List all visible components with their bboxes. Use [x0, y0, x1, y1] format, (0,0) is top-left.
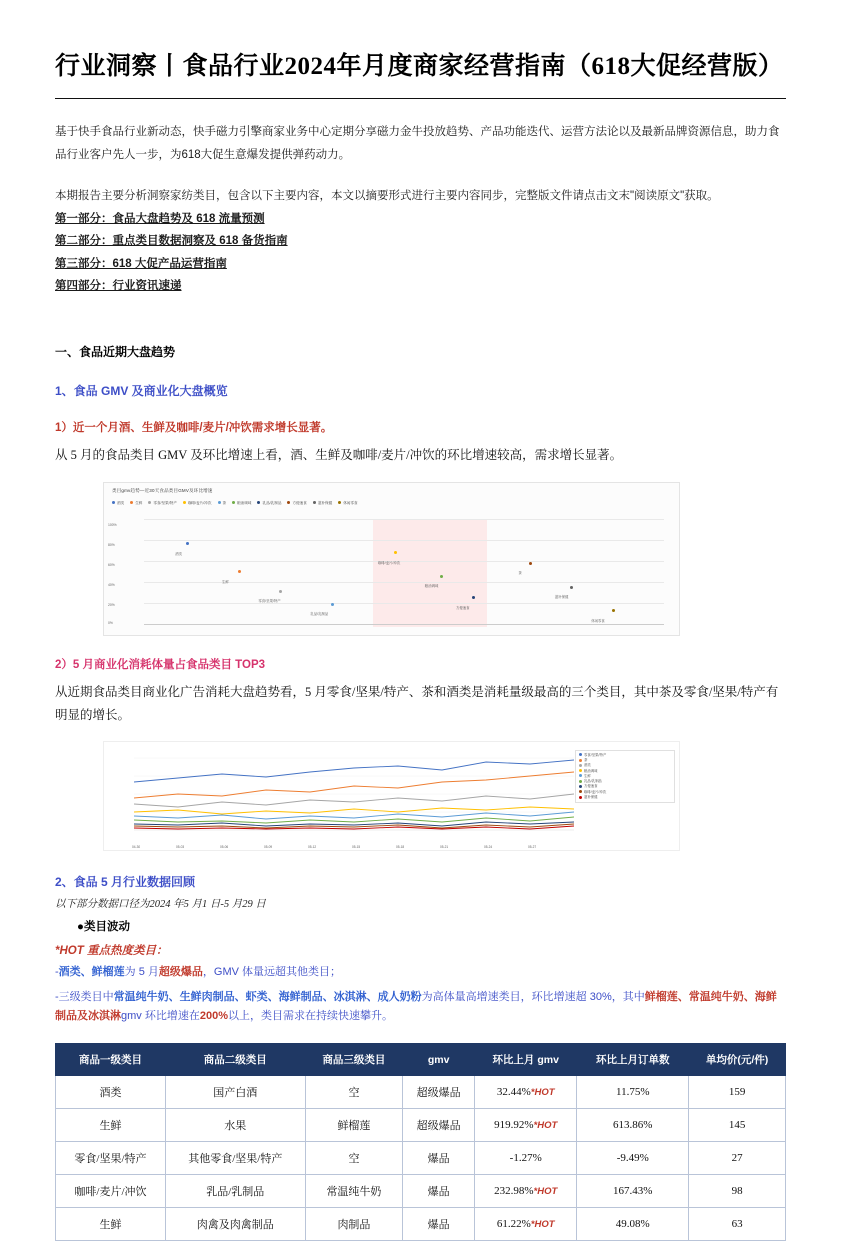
toc-item-3: 第三部分：618 大促产品运营指南	[55, 257, 227, 270]
table-row	[56, 1208, 786, 1241]
chart1-data-point	[570, 586, 573, 589]
cell-gmv-mom	[475, 1076, 577, 1109]
legend-item: 茶	[218, 501, 227, 506]
chart1-y-label: 80%	[108, 542, 115, 547]
legend-item: 酒类	[579, 763, 671, 768]
chart-gmv-growth	[103, 482, 680, 636]
col-header-gmv: gmv	[403, 1044, 475, 1076]
chart1-data-point	[394, 551, 397, 554]
bullet1-highlight: 超级爆品	[158, 965, 203, 978]
hot-badge: *HOT	[533, 1186, 558, 1198]
chart1-title: 类目gmv趋势—近30天食品类目GMV及环比增速	[112, 487, 213, 493]
bullet1-mid: 为 5 月	[124, 965, 159, 978]
col-header-l2: 商品二级类目	[165, 1044, 305, 1076]
chart1-point-label: 滋补保健	[554, 595, 569, 600]
hot-bullet-1	[55, 963, 786, 983]
cell-gmv: 超级爆品	[403, 1109, 475, 1142]
bullet1-prefix: -	[55, 965, 59, 978]
cell-l1: 生鲜	[56, 1208, 166, 1241]
legend-item: 粮油调味	[232, 501, 251, 506]
cell-l3: 鲜榴莲	[305, 1109, 403, 1142]
bullet2-tail: 以上，类目需求在持续快速攀升。	[227, 1010, 393, 1023]
cell-orders-mom: 167.43%	[577, 1175, 689, 1208]
cell-gmv-mom	[475, 1175, 577, 1208]
bullet2-categories: 常温纯牛奶、生鲜肉制品、虾类、海鲜制品、冰淇淋、成人奶粉	[113, 990, 422, 1003]
chart2-lines	[134, 752, 574, 838]
chart1-point-label: 茶	[518, 571, 522, 576]
table-header-row	[56, 1044, 786, 1076]
intro-paragraph-2: 本期报告主要分析洞察家纺类目，包含以下主要内容，本文以摘要形式进行主要内容同步，完整版文件请点击文末"阅读原文"获取。	[55, 189, 719, 202]
cell-l1: 酒类	[56, 1076, 166, 1109]
chart2-legend	[575, 750, 675, 803]
bullet1-categories: 酒类、鲜榴莲	[58, 965, 125, 978]
legend-item: 休闲零食	[338, 501, 357, 506]
chart1-legend	[112, 501, 532, 506]
col-header-l3: 商品三级类目	[305, 1044, 403, 1076]
toc-item-2: 第二部分：重点类目数据洞察及 618 备货指南	[55, 235, 288, 248]
chart1-y-label: 100%	[108, 522, 117, 527]
cell-l3: 空	[305, 1076, 403, 1109]
chart1-point-label: 粮油调味	[424, 584, 439, 589]
paragraph-2: 从近期食品类目商业化广告消耗大盘趋势看，5 月零食/坚果/特产、茶和酒类是消耗量级最高的三个类目，其中茶及零食/坚果/特产有明显的增长。	[55, 684, 779, 722]
cell-gmv-mom-value: 919.92%	[494, 1119, 534, 1132]
chart2-x-label: 05-09	[264, 844, 273, 849]
table-row	[56, 1175, 786, 1208]
cell-avg-price: 159	[689, 1076, 786, 1109]
chart1-data-point	[529, 562, 532, 565]
chart-consumption-trend	[103, 741, 680, 851]
cell-l1: 咖啡/麦片/冲饮	[56, 1175, 166, 1208]
table-row	[56, 1142, 786, 1175]
legend-item: 方便速食	[579, 784, 671, 789]
toc-item-1: 第一部分：食品大盘趋势及 618 流量预测	[55, 212, 265, 225]
cell-gmv-mom-value: 32.44%	[496, 1086, 531, 1099]
bullet2-mid2: gmv 环比增速在	[121, 1010, 200, 1023]
chart2-x-label: 05-03	[176, 844, 185, 849]
subsection-heading-1: 1）近一个月酒、生鲜及咖啡/麦片/冲饮需求增长显著。	[55, 422, 333, 435]
cell-orders-mom: 49.08%	[577, 1208, 689, 1241]
chart1-point-label: 生鲜	[222, 580, 229, 585]
chart1-y-label: 40%	[108, 582, 115, 587]
chart1-y-label: 20%	[108, 602, 115, 607]
legend-item: 方便速食	[287, 501, 306, 506]
col-header-gmv-mom: 环比上月 gmv	[475, 1044, 577, 1076]
section-heading-may-review: 2、食品 5 月行业数据回顾	[55, 874, 196, 889]
chart1-point-label: 咖啡/麦片/冲饮	[378, 560, 401, 565]
cell-gmv-mom: -1.27%	[475, 1142, 577, 1175]
hot-badge: *HOT	[533, 1120, 558, 1132]
legend-item: 咖啡/麦片/冲饮	[579, 790, 671, 795]
chart1-point-label: 休闲零食	[591, 618, 605, 623]
cell-gmv-mom-value: 61.22%	[496, 1218, 531, 1231]
legend-item: 茶	[579, 758, 671, 763]
cell-orders-mom: -9.49%	[577, 1142, 689, 1175]
chart2-x-label: 05-18	[396, 844, 405, 849]
table-row	[56, 1076, 786, 1109]
chart1-data-point	[186, 542, 189, 545]
chart2-x-label: 05-24	[484, 844, 493, 849]
cell-avg-price: 98	[689, 1175, 786, 1208]
legend-item: 滋补保健	[579, 795, 671, 800]
chart1-data-point	[331, 603, 334, 606]
chart1-point-label: 方便速食	[456, 605, 470, 610]
chart2-x-label: 05-15	[352, 844, 361, 849]
chart1-data-point	[612, 609, 615, 612]
cell-orders-mom: 11.75%	[577, 1076, 689, 1109]
chart2-x-label: 05-27	[528, 844, 537, 849]
category-data-table	[55, 1043, 786, 1241]
cell-avg-price: 63	[689, 1208, 786, 1241]
cell-gmv-mom	[475, 1109, 577, 1142]
legend-item: 乳品/乳制品	[579, 779, 671, 784]
chart1-data-point	[279, 590, 282, 593]
legend-item: 零食/坚果/特产	[579, 753, 671, 758]
subsection-heading-2: 2）5 月商业化消耗体量占食品类目 TOP3	[55, 658, 266, 671]
cell-gmv: 超级爆品	[403, 1076, 475, 1109]
toc-item-4: 第四部分：行业资讯速递	[55, 280, 182, 293]
table-row	[56, 1109, 786, 1142]
bullet-category-fluctuation: ●类目波动	[77, 920, 130, 933]
chart1-point-label: 乳品/乳制品	[310, 612, 329, 617]
legend-item: 乳品/乳制品	[257, 501, 281, 506]
chart2-x-label: 05-21	[440, 844, 449, 849]
chart1-data-point	[238, 570, 241, 573]
bullet1-tail: ，GMV 体量远超其他类目；	[202, 965, 342, 978]
chart1-y-label: 0%	[108, 620, 113, 625]
chart1-point-label: 零食/坚果/特产	[258, 599, 281, 604]
cell-l1: 零食/坚果/特产	[56, 1142, 166, 1175]
cell-l2: 国产白酒	[165, 1076, 305, 1109]
cell-avg-price: 145	[689, 1109, 786, 1142]
chart2-x-label: 05-06	[220, 844, 229, 849]
cell-l3: 常温纯牛奶	[305, 1175, 403, 1208]
chart1-y-label: 60%	[108, 562, 115, 567]
col-header-l1: 商品一级类目	[56, 1044, 166, 1076]
chart1-point-label: 酒类	[175, 551, 182, 556]
cell-l2: 肉禽及肉禽制品	[165, 1208, 305, 1241]
bullet2-prefix: -三级类目中	[55, 990, 114, 1003]
cell-gmv: 爆品	[403, 1175, 475, 1208]
page-title: 行业洞察丨食品行业2024年月度商家经营指南（618大促经营版）	[55, 50, 786, 99]
bullet2-mid: 为高体量高增速类目，环比增速超 30%，其中	[421, 990, 645, 1003]
chart2-x-label: 04-30	[132, 844, 141, 849]
hot-badge: *HOT	[530, 1219, 555, 1231]
chart1-plot-area	[144, 519, 664, 627]
cell-gmv: 爆品	[403, 1142, 475, 1175]
cell-gmv-mom	[475, 1208, 577, 1241]
intro-paragraph-1: 基于快手食品行业新动态，快手磁力引擎商家业务中心定期分享磁力金牛投放趋势、产品功能迭代、运营方法论以及最新品牌资源信息，助力食品行业客户先人一步，为618大促生意爆发提供弹药动力。	[55, 125, 780, 161]
cell-l1: 生鲜	[56, 1109, 166, 1142]
bullet2-pct: 200%	[199, 1010, 228, 1023]
hot-categories-title: *HOT 重点热度类目：	[55, 944, 168, 957]
cell-orders-mom: 613.86%	[577, 1109, 689, 1142]
section-heading-trend: 一、食品近期大盘趋势	[55, 345, 176, 360]
cell-l2: 乳品/乳制品	[165, 1175, 305, 1208]
section-heading-gmv-overview: 1、食品 GMV 及商业化大盘概览	[55, 384, 228, 399]
bullet2-highlight: 鲜榴莲、常温纯牛奶、海鲜制品及冰淇淋	[55, 990, 777, 1023]
legend-item: 滋补保健	[313, 501, 332, 506]
cell-l3: 空	[305, 1142, 403, 1175]
legend-item: 生鲜	[579, 774, 671, 779]
cell-gmv-mom-value: 232.98%	[494, 1185, 534, 1198]
chart1-highlight-band	[373, 519, 487, 627]
cell-avg-price: 27	[689, 1142, 786, 1175]
legend-item: 粮油调味	[579, 769, 671, 774]
legend-item: 生鲜	[130, 501, 142, 506]
chart2-x-label: 05-12	[308, 844, 317, 849]
paragraph-1: 从 5 月的食品类目 GMV 及环比增速上看，酒、生鲜及咖啡/麦片/冲饮的环比增速较高，需求增长显著。	[55, 448, 623, 463]
cell-gmv: 爆品	[403, 1208, 475, 1241]
legend-item: 零食/坚果/特产	[148, 501, 177, 506]
cell-l2: 其他零食/坚果/特产	[165, 1142, 305, 1175]
hot-bullet-2	[55, 988, 786, 1028]
data-scope-note: 以下部分数据口径为2024 年5 月1 日-5 月29 日	[55, 898, 266, 910]
cell-l2: 水果	[165, 1109, 305, 1142]
col-header-orders-mom: 环比上月订单数	[577, 1044, 689, 1076]
hot-badge: *HOT	[530, 1087, 555, 1099]
col-header-avg-price: 单均价(元/件)	[689, 1044, 786, 1076]
cell-l3: 肉制品	[305, 1208, 403, 1241]
legend-item: 咖啡/麦片/冲饮	[183, 501, 212, 506]
legend-item: 酒类	[112, 501, 124, 506]
